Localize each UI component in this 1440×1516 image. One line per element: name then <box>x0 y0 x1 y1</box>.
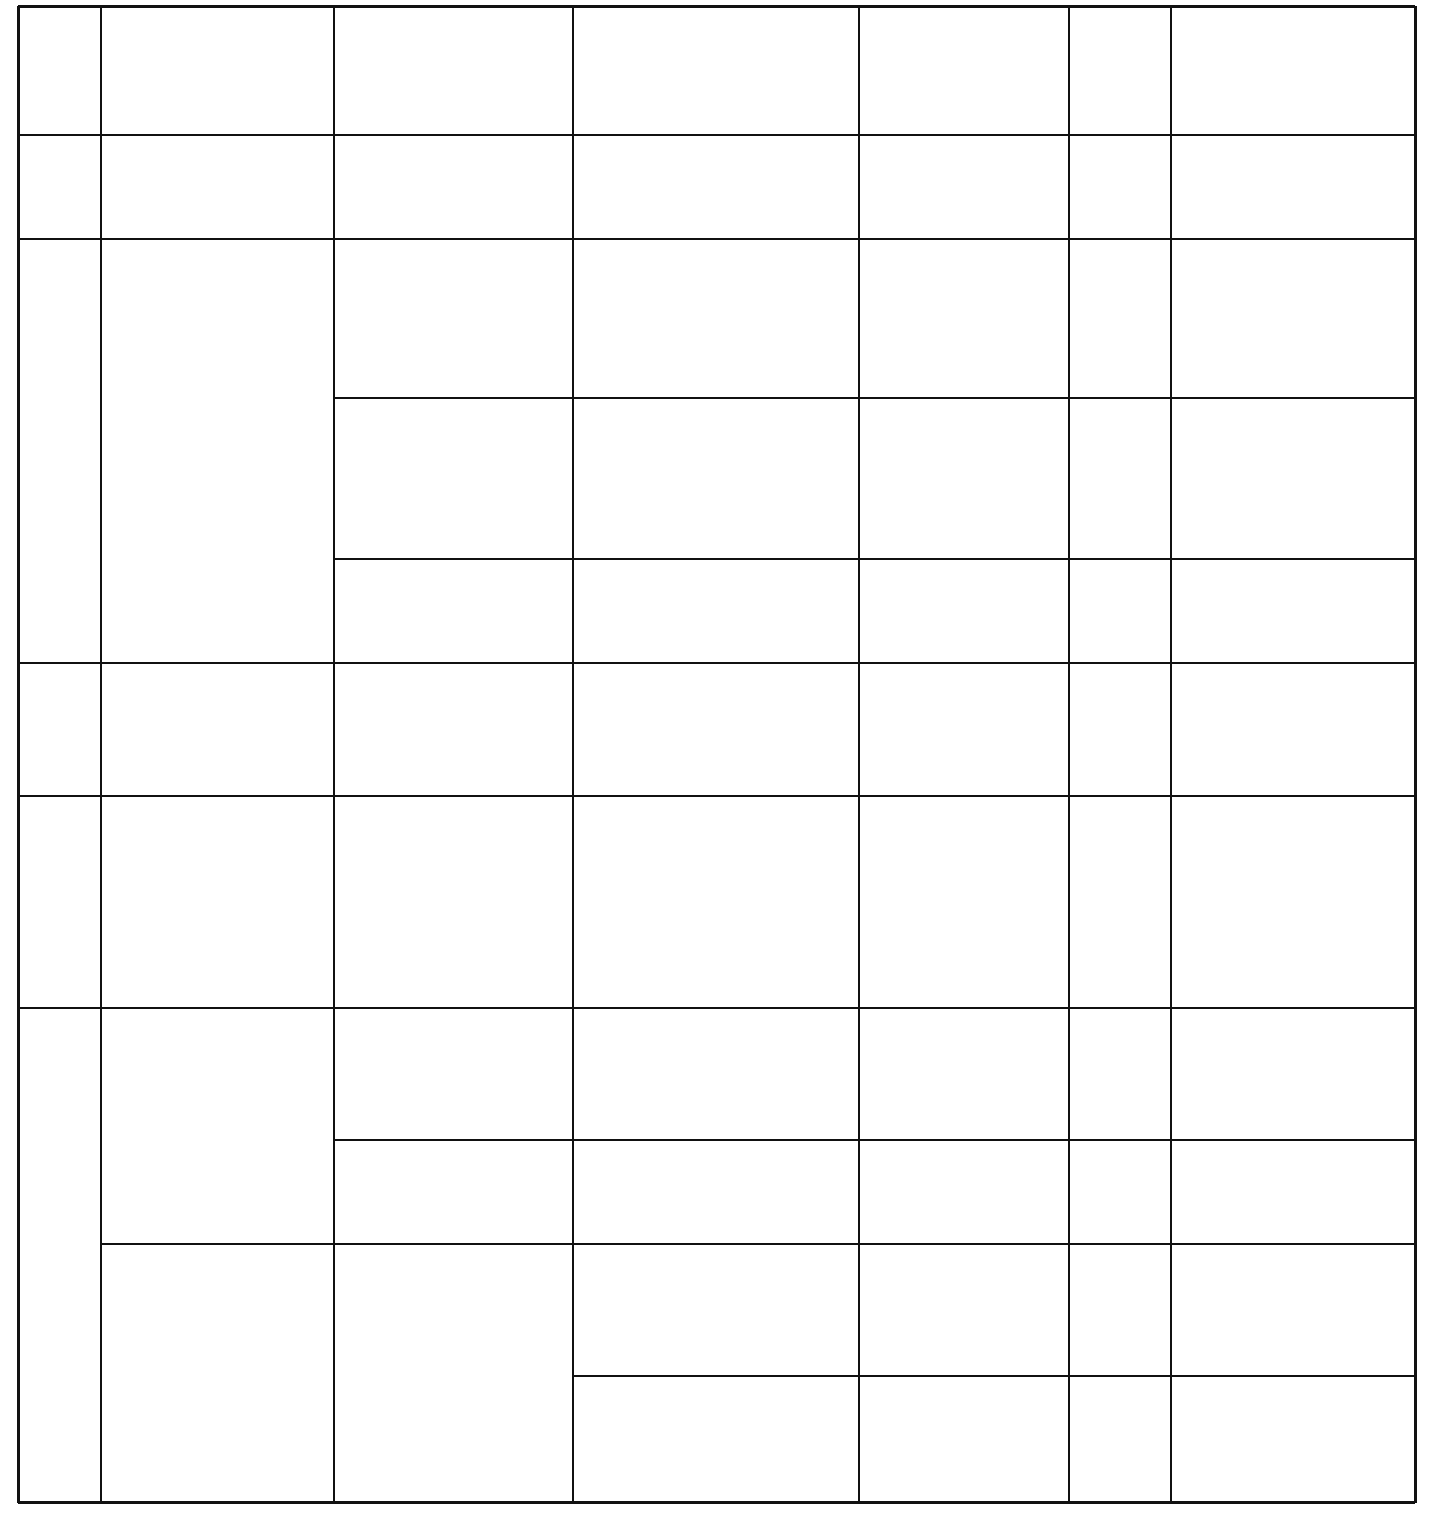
grid-line <box>572 6 574 1502</box>
grid-line <box>1414 6 1417 1503</box>
grid-line <box>101 1243 1415 1245</box>
judgement-value <box>588 567 847 571</box>
condition-cell <box>116 1252 322 1256</box>
grid-line <box>18 662 1415 664</box>
grid-line <box>18 134 1415 136</box>
grid-line <box>18 1501 1415 1504</box>
condition-cell <box>116 247 322 251</box>
judgement-value <box>588 406 847 410</box>
grid-line <box>858 6 860 1502</box>
judgement-value <box>588 804 847 808</box>
test-operation <box>349 567 561 571</box>
judgement-value <box>588 1016 847 1020</box>
grid-line <box>18 238 1415 240</box>
grid-line <box>100 6 102 1502</box>
condition-cell <box>116 671 322 675</box>
judgement-value <box>588 1252 847 1256</box>
inspection-table <box>18 6 1415 1502</box>
grid-line <box>334 397 1415 399</box>
judgement-value <box>588 143 847 147</box>
grid-line <box>17 6 20 1503</box>
grid-line <box>18 1007 1415 1009</box>
grid-line <box>334 1139 1415 1141</box>
condition-cell <box>116 1016 322 1020</box>
test-operation <box>349 247 561 251</box>
judgement-value <box>588 1148 847 1152</box>
grid-line <box>18 5 1415 8</box>
grid-line <box>334 558 1415 560</box>
grid-line <box>18 795 1415 797</box>
test-operation <box>349 1016 561 1020</box>
test-operation <box>349 1148 561 1152</box>
judgement-value <box>588 1384 847 1388</box>
grid-line <box>573 1375 1415 1377</box>
judgement-value <box>588 247 847 251</box>
grid-line <box>333 6 335 1502</box>
test-operation <box>349 1252 561 1256</box>
test-operation <box>349 143 561 147</box>
grid-line <box>1170 6 1172 1502</box>
grid-line <box>1068 6 1070 1502</box>
test-operation <box>349 406 561 410</box>
